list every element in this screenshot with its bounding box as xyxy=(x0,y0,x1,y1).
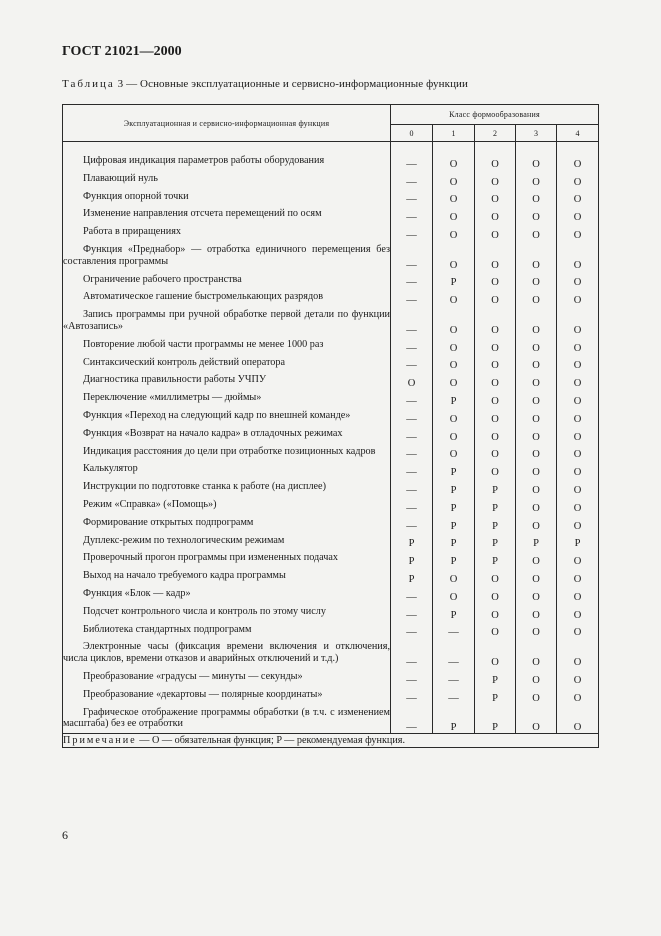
table-row xyxy=(63,567,599,585)
function-name: Дуплекс-режим по технологическим режимам xyxy=(83,534,285,546)
class-0-value: — xyxy=(391,443,433,461)
class-3-value: O xyxy=(516,686,557,704)
function-name-cell xyxy=(63,425,391,443)
class-3-value: O xyxy=(516,567,557,585)
class-1-value: O xyxy=(433,567,475,585)
table-row xyxy=(63,205,599,223)
function-name-cell xyxy=(63,567,391,585)
table-row xyxy=(63,686,599,704)
class-4-value: O xyxy=(557,354,599,372)
function-name-cell xyxy=(63,443,391,461)
class-4-value: O xyxy=(557,567,599,585)
table-row xyxy=(63,306,599,336)
class-0-value: — xyxy=(391,686,433,704)
class-2-value: O xyxy=(475,460,516,478)
class-4-value: O xyxy=(557,170,599,188)
table-row xyxy=(63,425,599,443)
class-1-value: — xyxy=(433,621,475,639)
class-3-value: O xyxy=(516,478,557,496)
table-row xyxy=(63,407,599,425)
table-row xyxy=(63,170,599,188)
class-4-value: O xyxy=(557,549,599,567)
table-row xyxy=(63,443,599,461)
class-0-value: — xyxy=(391,704,433,734)
table-caption-label: Таблица xyxy=(62,78,115,90)
class-2-value: P xyxy=(475,686,516,704)
class-1-value: P xyxy=(433,704,475,734)
class-0-value: — xyxy=(391,142,433,170)
class-3-value: O xyxy=(516,407,557,425)
class-1-value: P xyxy=(433,460,475,478)
class-1-value: O xyxy=(433,241,475,271)
class-3-value: O xyxy=(516,638,557,668)
table-note xyxy=(63,734,599,748)
class-4-value: O xyxy=(557,514,599,532)
class-2-value: O xyxy=(475,603,516,621)
table-row xyxy=(63,142,599,170)
class-1-value: P xyxy=(433,496,475,514)
class-3-value: O xyxy=(516,288,557,306)
class-3-value: P xyxy=(516,532,557,550)
class-3-value: O xyxy=(516,549,557,567)
class-4-value: O xyxy=(557,288,599,306)
table-row xyxy=(63,241,599,271)
function-name-cell xyxy=(63,478,391,496)
class-2-value: O xyxy=(475,407,516,425)
class-0-value: — xyxy=(391,514,433,532)
table-body xyxy=(63,142,599,734)
function-name: Функция опорной точки xyxy=(83,190,189,202)
function-name-cell xyxy=(63,532,391,550)
function-name-cell xyxy=(63,460,391,478)
table-row xyxy=(63,354,599,372)
class-0-value: — xyxy=(391,407,433,425)
class-0-value: — xyxy=(391,425,433,443)
class-2-value: O xyxy=(475,354,516,372)
table-row xyxy=(63,532,599,550)
class-0-value: — xyxy=(391,271,433,289)
class-3-value: O xyxy=(516,142,557,170)
class-0-value: — xyxy=(391,241,433,271)
function-name: Диагностика правильности работы УЧПУ xyxy=(83,374,267,386)
class-0-value: — xyxy=(391,306,433,336)
class-0-value: — xyxy=(391,603,433,621)
class-2-value: O xyxy=(475,288,516,306)
function-name-cell xyxy=(63,585,391,603)
class-3-value: O xyxy=(516,188,557,206)
function-name-cell xyxy=(63,142,391,170)
function-name-cell xyxy=(63,170,391,188)
class-2-value: O xyxy=(475,425,516,443)
table-row xyxy=(63,496,599,514)
function-name: Функция «Переход на следующий кадр по внешней команде» xyxy=(83,409,351,421)
class-2-value: P xyxy=(475,514,516,532)
function-name-cell xyxy=(63,354,391,372)
function-name: Переключение «миллиметры — дюймы» xyxy=(83,392,262,404)
function-name-cell xyxy=(63,271,391,289)
function-name-cell xyxy=(63,668,391,686)
class-number-3: 3 xyxy=(516,125,557,142)
class-0-value: — xyxy=(391,170,433,188)
table-row xyxy=(63,704,599,734)
function-name: Преобразование «градусы — минуты — секунды» xyxy=(83,670,303,682)
class-2-value: P xyxy=(475,668,516,686)
function-name: Ограничение рабочего пространства xyxy=(83,273,242,285)
class-4-value: O xyxy=(557,425,599,443)
class-2-value: O xyxy=(475,585,516,603)
class-0-value: — xyxy=(391,188,433,206)
class-3-value: O xyxy=(516,496,557,514)
class-0-value: — xyxy=(391,478,433,496)
class-2-value: O xyxy=(475,223,516,241)
function-name: Формирование открытых подпрограмм xyxy=(83,516,254,528)
class-2-value: O xyxy=(475,271,516,289)
class-2-value: O xyxy=(475,188,516,206)
class-number-2: 2 xyxy=(475,125,516,142)
function-name: Проверочный прогон программы при измененных подачах xyxy=(83,552,339,564)
class-2-value: O xyxy=(475,306,516,336)
class-1-value: P xyxy=(433,514,475,532)
function-name: Автоматическое гашение быстромелькающих разрядов xyxy=(83,291,324,303)
function-name: Преобразование «декартовы — полярные координаты» xyxy=(83,688,323,700)
function-name: Плавающий нуль xyxy=(83,172,158,184)
class-4-value: O xyxy=(557,306,599,336)
class-0-value: P xyxy=(391,567,433,585)
class-4-value: O xyxy=(557,407,599,425)
class-2-value: P xyxy=(475,496,516,514)
class-3-value: O xyxy=(516,306,557,336)
class-2-value: P xyxy=(475,478,516,496)
class-3-value: O xyxy=(516,603,557,621)
class-1-value: P xyxy=(433,532,475,550)
function-name-cell xyxy=(63,514,391,532)
function-name: Функция «Блок — кадр» xyxy=(83,587,191,599)
class-0-value: P xyxy=(391,549,433,567)
function-name-cell xyxy=(63,621,391,639)
table-row xyxy=(63,288,599,306)
class-4-value: O xyxy=(557,142,599,170)
class-4-value: O xyxy=(557,668,599,686)
class-4-value: O xyxy=(557,478,599,496)
class-1-value: P xyxy=(433,389,475,407)
class-3-value: O xyxy=(516,389,557,407)
function-name-cell xyxy=(63,205,391,223)
class-4-value: O xyxy=(557,704,599,734)
class-0-value: — xyxy=(391,223,433,241)
table-row xyxy=(63,188,599,206)
class-4-value: O xyxy=(557,585,599,603)
class-0-value: O xyxy=(391,371,433,389)
class-0-value: — xyxy=(391,460,433,478)
class-0-value: P xyxy=(391,532,433,550)
document-title: ГОСТ 21021—2000 xyxy=(62,44,182,59)
function-name-cell xyxy=(63,288,391,306)
function-name: Выход на начало требуемого кадра программы xyxy=(83,570,286,582)
class-4-value: O xyxy=(557,638,599,668)
class-3-value: O xyxy=(516,271,557,289)
class-0-value: — xyxy=(391,389,433,407)
class-4-value: O xyxy=(557,223,599,241)
class-number-4: 4 xyxy=(557,125,599,142)
class-0-value: — xyxy=(391,354,433,372)
class-1-value: O xyxy=(433,142,475,170)
class-3-value: O xyxy=(516,443,557,461)
class-4-value: O xyxy=(557,389,599,407)
function-name-cell xyxy=(63,603,391,621)
class-4-value: O xyxy=(557,496,599,514)
table-caption-text: 3 — Основные эксплуатационные и сервисно-информационные функции xyxy=(114,78,469,90)
class-4-value: O xyxy=(557,603,599,621)
table-caption xyxy=(62,78,468,90)
table-row xyxy=(63,549,599,567)
class-1-value: O xyxy=(433,354,475,372)
function-name: Инструкции по подготовке станка к работе (на дисплее) xyxy=(83,481,326,493)
class-3-value: O xyxy=(516,223,557,241)
function-name: Подсчет контрольного числа и контроль по этому числу xyxy=(83,605,326,617)
class-3-value: O xyxy=(516,668,557,686)
table-row xyxy=(63,668,599,686)
function-name-cell xyxy=(63,407,391,425)
note-label: Примечание xyxy=(63,735,137,747)
class-4-value: O xyxy=(557,443,599,461)
class-2-value: O xyxy=(475,371,516,389)
class-0-value: — xyxy=(391,638,433,668)
table-row xyxy=(63,478,599,496)
class-2-value: O xyxy=(475,336,516,354)
class-1-value: O xyxy=(433,170,475,188)
function-name: Электронные часы (фиксация времени включения и отключения, числа циклов, времени отказов и аварийных отключений и т.д.) xyxy=(63,641,390,665)
class-2-value: O xyxy=(475,389,516,407)
class-1-value: O xyxy=(433,407,475,425)
class-3-value: O xyxy=(516,514,557,532)
class-3-value: O xyxy=(516,241,557,271)
function-name-cell xyxy=(63,336,391,354)
class-0-value: — xyxy=(391,496,433,514)
class-0-value: — xyxy=(391,585,433,603)
class-3-value: O xyxy=(516,371,557,389)
class-3-value: O xyxy=(516,704,557,734)
class-2-value: O xyxy=(475,142,516,170)
class-2-value: O xyxy=(475,205,516,223)
function-name: Индикация расстояния до цели при отработке позиционных кадров xyxy=(83,445,376,457)
table-row xyxy=(63,223,599,241)
table-row xyxy=(63,389,599,407)
function-name: Работа в приращениях xyxy=(83,226,181,238)
class-4-value: P xyxy=(557,532,599,550)
class-1-value: — xyxy=(433,686,475,704)
function-name: Режим «Справка» («Помощь») xyxy=(83,498,217,510)
function-name-cell xyxy=(63,371,391,389)
function-name: Цифровая индикация параметров работы оборудования xyxy=(83,155,325,166)
functions-table xyxy=(62,104,599,748)
table-row xyxy=(63,585,599,603)
class-1-value: O xyxy=(433,205,475,223)
class-1-value: P xyxy=(433,549,475,567)
class-3-value: O xyxy=(516,585,557,603)
class-0-value: — xyxy=(391,621,433,639)
function-name-cell xyxy=(63,188,391,206)
function-name: Калькулятор xyxy=(83,463,138,475)
function-name: Графическое отображение программы обработки (в т.ч. с изменением масштаба) без ее отработки xyxy=(63,706,390,730)
class-4-value: O xyxy=(557,371,599,389)
class-2-value: P xyxy=(475,704,516,734)
class-3-value: O xyxy=(516,460,557,478)
class-2-value: O xyxy=(475,567,516,585)
class-3-value: O xyxy=(516,170,557,188)
class-4-value: O xyxy=(557,271,599,289)
page-number: 6 xyxy=(62,828,68,842)
class-1-value: O xyxy=(433,336,475,354)
class-2-value: O xyxy=(475,621,516,639)
class-1-value: O xyxy=(433,443,475,461)
table-row xyxy=(63,621,599,639)
class-2-value: O xyxy=(475,170,516,188)
function-name-cell xyxy=(63,496,391,514)
class-0-value: — xyxy=(391,205,433,223)
class-4-value: O xyxy=(557,336,599,354)
class-1-value: P xyxy=(433,478,475,496)
class-number-0: 0 xyxy=(391,125,433,142)
class-2-value: O xyxy=(475,638,516,668)
class-4-value: O xyxy=(557,686,599,704)
class-2-value: P xyxy=(475,532,516,550)
class-1-value: O xyxy=(433,223,475,241)
table-row xyxy=(63,371,599,389)
class-0-value: — xyxy=(391,668,433,686)
class-3-value: O xyxy=(516,354,557,372)
class-4-value: O xyxy=(557,241,599,271)
function-name-cell xyxy=(63,704,391,734)
class-column-header: Класс формообразования xyxy=(391,105,599,125)
class-4-value: O xyxy=(557,621,599,639)
function-name-cell xyxy=(63,389,391,407)
function-name: Повторение любой части программы не менее 1000 раз xyxy=(83,338,324,350)
table-row xyxy=(63,271,599,289)
function-name: Изменение направления отсчета перемещений по осям xyxy=(83,208,322,220)
class-3-value: O xyxy=(516,336,557,354)
function-name-cell xyxy=(63,638,391,668)
table-row xyxy=(63,460,599,478)
function-column-header: Эксплуатационная и сервисно-информационная функция xyxy=(63,105,391,142)
class-2-value: O xyxy=(475,443,516,461)
class-1-value: O xyxy=(433,425,475,443)
function-name: Запись программы при ручной обработке первой детали по функции «Автозапись» xyxy=(63,309,390,332)
class-4-value: O xyxy=(557,460,599,478)
class-0-value: — xyxy=(391,336,433,354)
class-1-value: O xyxy=(433,371,475,389)
class-1-value: — xyxy=(433,638,475,668)
class-4-value: O xyxy=(557,205,599,223)
function-name: Функция «Преднабор» — отработка единичного перемещения без составления программы xyxy=(63,243,390,267)
table-row xyxy=(63,514,599,532)
class-3-value: O xyxy=(516,425,557,443)
function-name-cell xyxy=(63,306,391,336)
function-name-cell xyxy=(63,686,391,704)
class-1-value: O xyxy=(433,585,475,603)
note-text: — O — обязательная функция; P — рекомендуемая функция. xyxy=(136,735,406,747)
function-name: Синтаксический контроль действий оператора xyxy=(83,356,286,368)
class-1-value: O xyxy=(433,188,475,206)
function-name: Библиотека стандартных подпрограмм xyxy=(83,623,252,635)
class-1-value: — xyxy=(433,668,475,686)
class-3-value: O xyxy=(516,205,557,223)
class-3-value: O xyxy=(516,621,557,639)
class-1-value: O xyxy=(433,306,475,336)
class-1-value: O xyxy=(433,288,475,306)
function-name: Функция «Возврат на начало кадра» в отладочных режимах xyxy=(83,427,343,439)
class-1-value: P xyxy=(433,271,475,289)
function-name-cell xyxy=(63,241,391,271)
class-2-value: O xyxy=(475,241,516,271)
class-1-value: P xyxy=(433,603,475,621)
table-row xyxy=(63,603,599,621)
class-0-value: — xyxy=(391,288,433,306)
class-number-1: 1 xyxy=(433,125,475,142)
table-row xyxy=(63,336,599,354)
class-2-value: P xyxy=(475,549,516,567)
function-name-cell xyxy=(63,549,391,567)
table-row xyxy=(63,638,599,668)
class-4-value: O xyxy=(557,188,599,206)
function-name-cell xyxy=(63,223,391,241)
